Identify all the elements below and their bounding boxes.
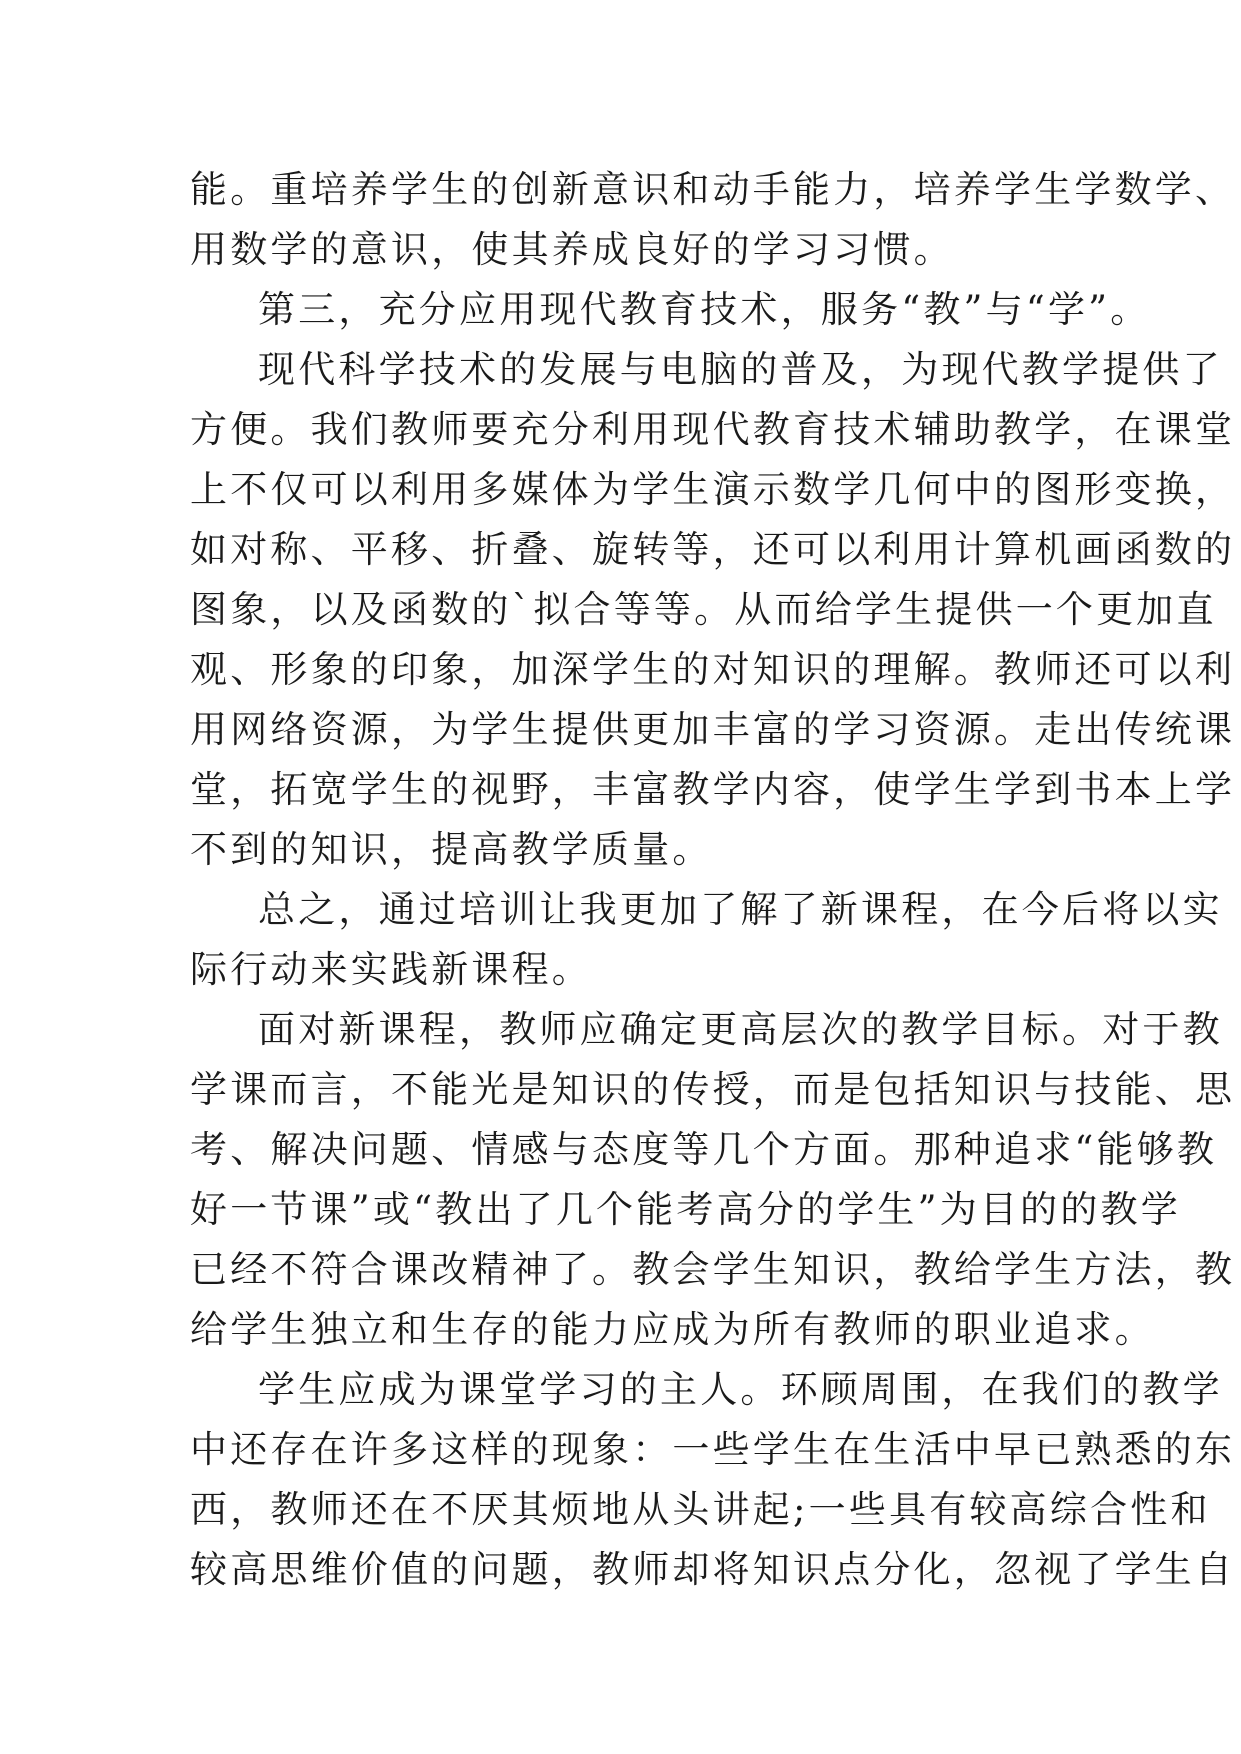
text-line: 上不仅可以利用多媒体为学生演示数学几何中的图形变换，: [190, 468, 1236, 511]
text-line: 学课而言，不能光是知识的传授，而是包括知识与技能、思: [190, 1068, 1236, 1111]
text-line: 考、解决问题、情感与态度等几个方面。那种追求“能够教: [190, 1128, 1218, 1171]
text-line: 西，教师还在不厌其烦地从头讲起;一些具有较高综合性和: [190, 1488, 1211, 1531]
text-line: 用网络资源，为学生提供更加丰富的学习资源。走出传统课: [190, 708, 1236, 751]
paragraph-heading: 第三，充分应用现代教育技术，服务“教”与“学”。: [258, 288, 1151, 331]
text-line: 中还存在许多这样的现象：一些学生在生活中早已熟悉的东: [190, 1428, 1236, 1471]
text-line: 面对新课程，教师应确定更高层次的教学目标。对于教: [258, 1008, 1223, 1051]
text-line: 能。重培养学生的创新意识和动手能力，培养学生学数学、: [190, 168, 1236, 211]
text-line: 观、形象的印象，加深学生的对知识的理解。教师还可以利: [190, 648, 1236, 691]
text-line: 现代科学技术的发展与电脑的普及，为现代教学提供了: [258, 348, 1223, 391]
text-line: 不到的知识，提高教学质量。: [190, 828, 713, 871]
text-line: 学生应成为课堂学习的主人。环顾周围，在我们的教学: [258, 1368, 1223, 1411]
text-line: 已经不符合课改精神了。教会学生知识，教给学生方法，教: [190, 1248, 1236, 1291]
text-line: 总之，通过培训让我更加了解了新课程，在今后将以实: [258, 888, 1223, 931]
text-line: 际行动来实践新课程。: [190, 948, 592, 991]
text-line: 堂，拓宽学生的视野，丰富教学内容，使学生学到书本上学: [190, 768, 1236, 811]
text-line: 较高思维价值的问题，教师却将知识点分化，忽视了学生自: [190, 1548, 1236, 1591]
text-line: 给学生独立和生存的能力应成为所有教师的职业追求。: [190, 1308, 1155, 1351]
text-line: 图象，以及函数的`拟合等等。从而给学生提供一个更加直: [190, 588, 1217, 631]
text-line: 方便。我们教师要充分利用现代教育技术辅助教学，在课堂: [190, 408, 1236, 451]
text-line: 用数学的意识，使其养成良好的学习习惯。: [190, 228, 954, 271]
text-line: 好一节课”或“教出了几个能考高分的学生”为目的的教学: [190, 1188, 1181, 1231]
document-body: [190, 160, 1236, 1600]
text-line: 如对称、平移、折叠、旋转等，还可以利用计算机画函数的: [190, 528, 1236, 571]
